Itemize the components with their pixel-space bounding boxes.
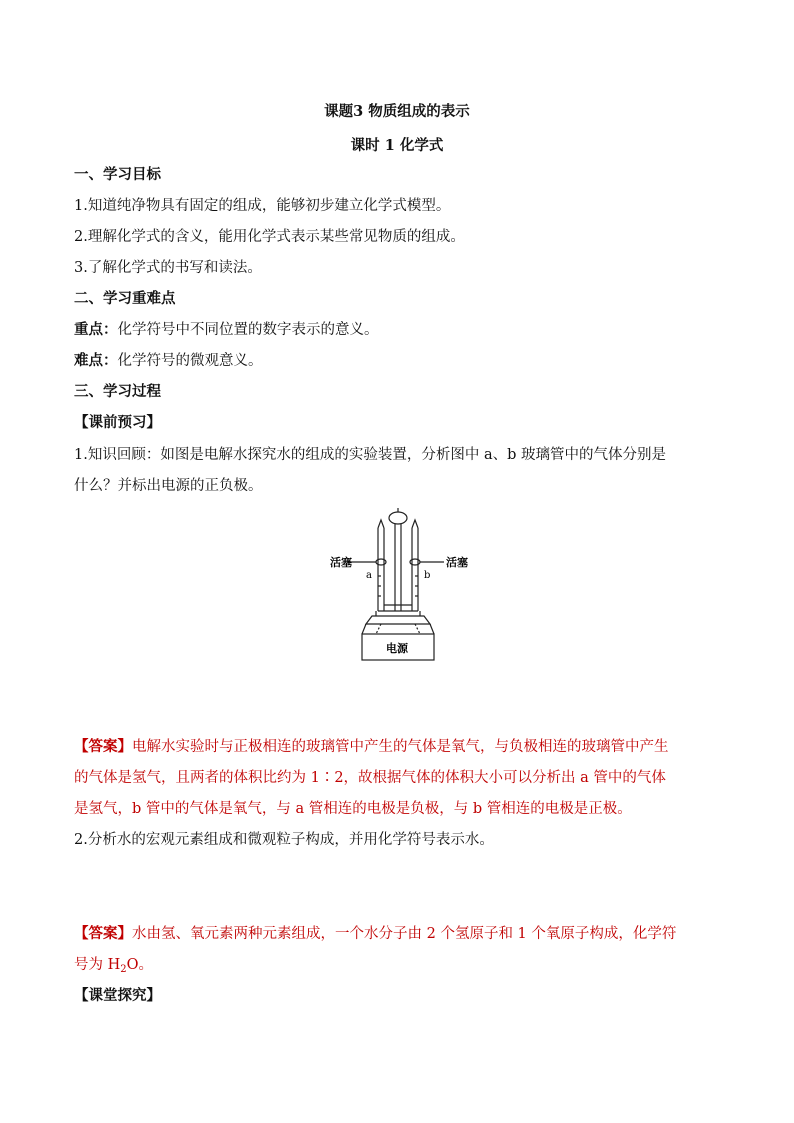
tube-a-label: a [366, 570, 372, 581]
diff-label: 难点： [74, 352, 118, 369]
answer-tag: 【答案】 [74, 925, 132, 942]
goal-3: 3.了解化学式的书写和读法。 [74, 260, 262, 276]
difficult-point [74, 351, 263, 371]
answer-2-post: O。 [126, 957, 154, 973]
answer-2-text-1: 水由氢、氧元素两种元素组成，一个水分子由 2 个氢原子和 1 个氧原子构成，化学符 [132, 926, 677, 942]
page-title: 课题3 物质组成的表示 [324, 103, 470, 120]
key-label: 重点： [74, 321, 118, 338]
question-2: 2.分析水的宏观元素组成和微观粒子构成，并用化学符号表示水。 [74, 832, 494, 848]
answer-tag: 【答案】 [74, 738, 132, 755]
answer-1-line-3: 是氢气，b 管中的气体是氧气，与 a 管相连的电极是负极，与 b 管相连的电极是正极。 [74, 801, 632, 817]
answer-1-text-1: 电解水实验时与正极相连的玻璃管中产生的气体是氧气，与负极相连的玻璃管中产生 [132, 739, 669, 755]
goals-heading: 一、学习目标 [74, 166, 161, 183]
funnel-bulb [389, 512, 407, 524]
electrolysis-apparatus-figure [318, 506, 478, 666]
power-label: 电源 [386, 642, 408, 655]
tube-b-label: b [424, 570, 431, 581]
answer-2-pre: 号为 H [74, 957, 121, 973]
goal-2: 2.理解化学式的含义，能用化学式表示某些常见物质的组成。 [74, 229, 465, 245]
answer-2-line-1 [74, 924, 676, 944]
goal-1: 1.知道纯净物具有固定的组成，能够初步建立化学式模型。 [74, 198, 451, 214]
question-1-line-2: 什么？并标出电源的正负极。 [74, 478, 263, 494]
preview-heading: 【课前预习】 [74, 414, 161, 431]
diff-text: 化学符号的微观意义。 [117, 353, 263, 369]
answer-1-line-2: 的气体是氢气，且两者的体积比约为 1∶2，故根据气体的体积大小可以分析出 a 管中的气体 [74, 770, 666, 786]
key-point [74, 320, 379, 340]
left-stopcock-label: 活塞 [330, 556, 352, 569]
class-heading: 【课堂探究】 [74, 987, 161, 1004]
right-stopcock-label: 活塞 [446, 556, 468, 569]
page-subtitle: 课时 1 化学式 [350, 137, 444, 154]
key-heading: 二、学习重难点 [74, 290, 176, 307]
formula-subscript: 2 [120, 964, 127, 975]
answer-2-line-2 [74, 955, 153, 975]
answer-1-line-1 [74, 737, 669, 757]
question-1-line-1: 1.知识回顾：如图是电解水探究水的组成的实验装置，分析图中 a、b 玻璃管中的气体分别是 [74, 447, 666, 463]
process-heading: 三、学习过程 [74, 383, 161, 400]
key-text: 化学符号中不同位置的数字表示的意义。 [117, 322, 379, 338]
